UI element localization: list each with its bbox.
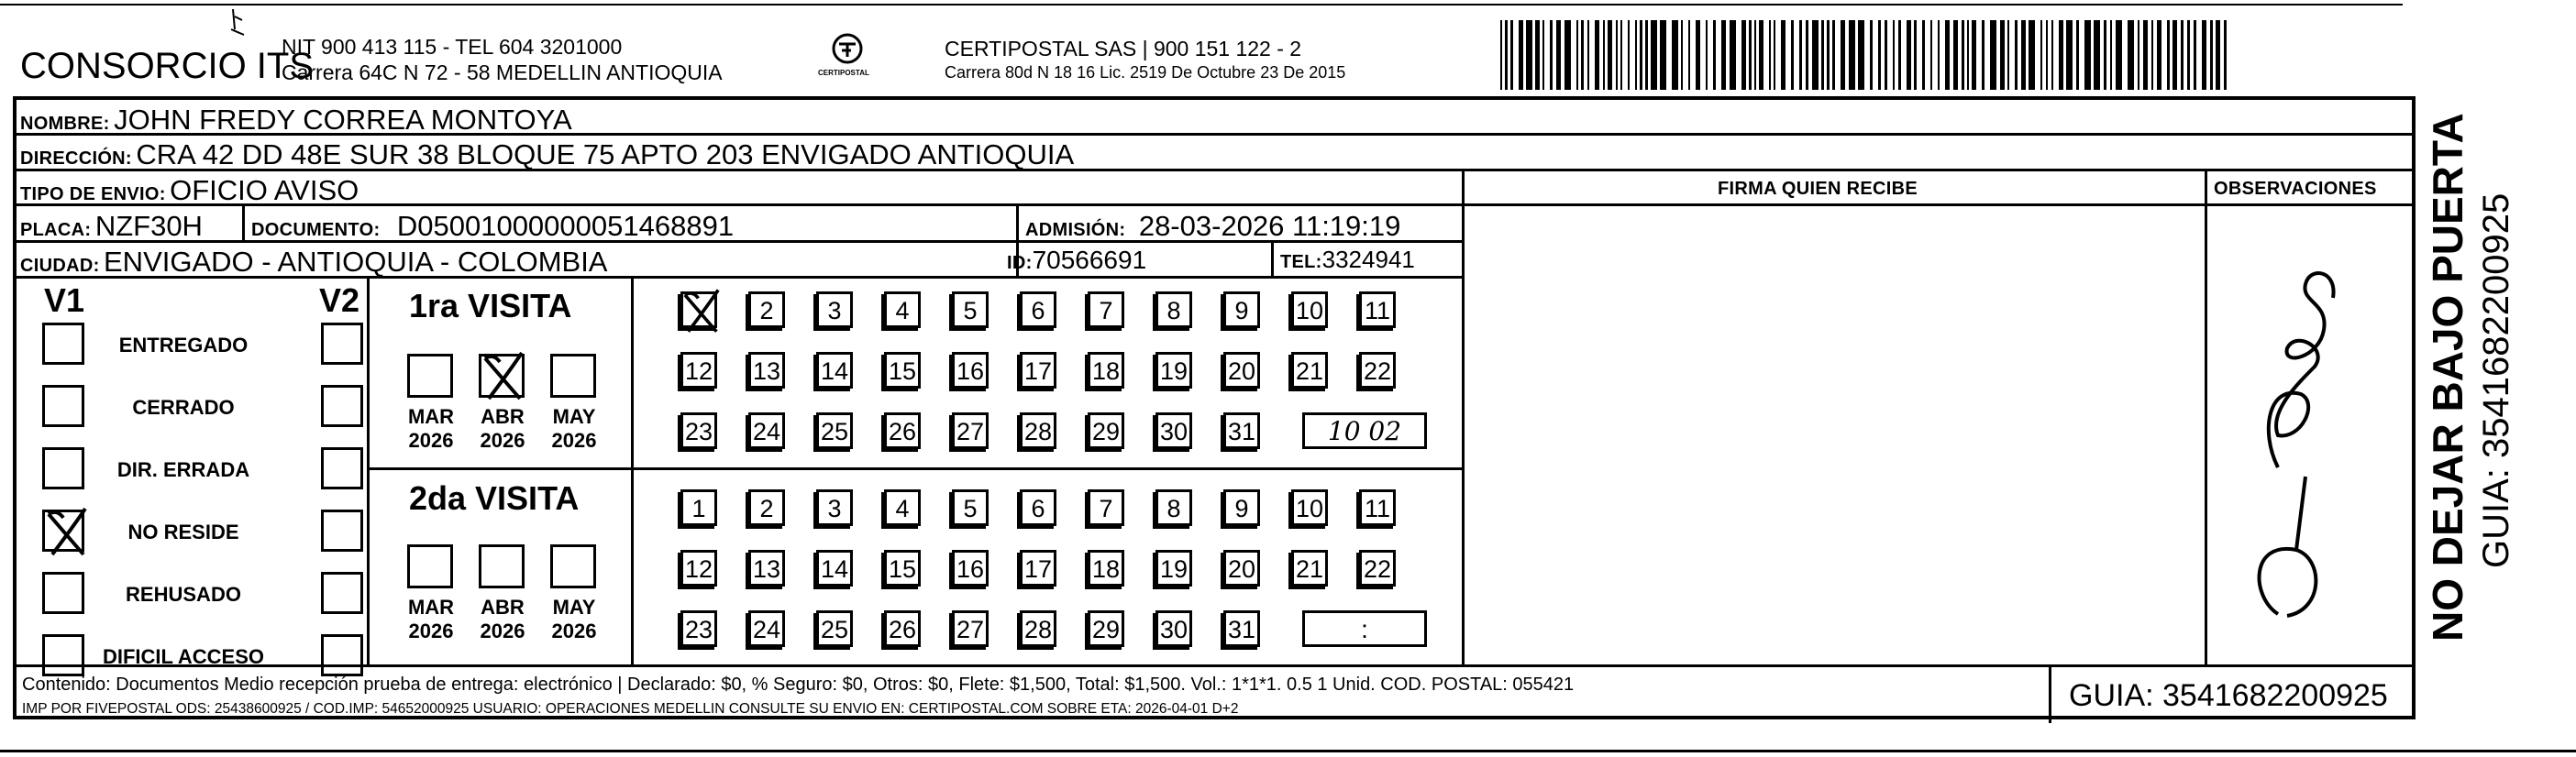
barcode-bar — [2046, 20, 2048, 90]
barcode-bar — [1938, 20, 1940, 90]
month-year: 2026 — [480, 429, 525, 452]
barcode-bar — [1542, 20, 1544, 90]
barcode-bar — [1849, 20, 1855, 90]
barcode-bar — [1564, 20, 1571, 90]
barcode-bar — [2051, 20, 2053, 90]
barcode-bar — [2029, 20, 2035, 90]
top-rule — [0, 4, 2403, 5]
tel-row — [1280, 247, 1415, 271]
month-year: 2026 — [480, 620, 525, 642]
nit-line: NIT 900 413 115 - TEL 604 3201000 — [282, 35, 623, 59]
month-checkbox[interactable] — [550, 544, 596, 588]
status-v2-checkbox[interactable] — [321, 634, 363, 676]
barcode-bar — [1858, 20, 1864, 90]
day-cell[interactable]: 1 — [680, 489, 717, 526]
status-label: ENTREGADO — [118, 334, 249, 357]
day-cell[interactable]: 31 — [1223, 412, 1260, 449]
handwritten-signature — [2214, 247, 2388, 651]
day-cell[interactable]: 22 — [1359, 550, 1396, 587]
day-cell[interactable]: 22 — [1359, 352, 1396, 389]
nombre-row — [20, 105, 572, 134]
observaciones-header: OBSERVACIONES — [2214, 179, 2377, 199]
day-cell[interactable]: 19 — [1155, 352, 1192, 389]
rule — [1462, 169, 1465, 665]
certipostal-line: CERTIPOSTAL SAS | 900 151 122 - 2 — [945, 37, 1302, 60]
day-cell[interactable]: 8 — [1155, 291, 1192, 328]
barcode-bar — [1821, 20, 1824, 90]
day-cell[interactable]: 4 — [884, 489, 921, 526]
barcode-bar — [1781, 20, 1786, 90]
day-cell[interactable]: 5 — [952, 489, 989, 526]
day-cell[interactable]: 27 — [952, 610, 989, 647]
time-field[interactable]: : — [1302, 610, 1427, 647]
barcode-bar — [1812, 20, 1819, 90]
barcode-bar — [1595, 20, 1599, 90]
month-label: MAR — [407, 405, 455, 428]
barcode-bar — [1713, 20, 1716, 90]
barcode-bar — [1878, 20, 1881, 90]
day-cell[interactable]: 29 — [1088, 610, 1124, 647]
nombre-label: NOMBRE: — [20, 114, 110, 134]
barcode-bar — [1806, 20, 1808, 90]
rule — [2205, 169, 2207, 665]
barcode-bar — [1681, 20, 1683, 90]
barcode-bar — [1841, 20, 1845, 90]
status-v2-checkbox[interactable] — [321, 385, 363, 427]
day-cell[interactable]: 18 — [1088, 550, 1124, 587]
barcode-bar — [1721, 20, 1726, 90]
barcode-bar — [2181, 20, 2184, 90]
day-cell[interactable]: 7 — [1088, 489, 1124, 526]
barcode-bar — [1510, 20, 1513, 90]
tel-label: TEL: — [1280, 252, 1322, 272]
status-v2-checkbox[interactable] — [321, 510, 363, 552]
rule — [13, 203, 2416, 206]
id-value: 70566691 — [1032, 246, 1147, 274]
barcode-bar — [2094, 20, 2100, 90]
rule — [242, 203, 245, 240]
barcode-bar — [1967, 20, 1969, 90]
barcode-bar — [2015, 20, 2018, 90]
barcode-bar — [1608, 20, 1612, 90]
address-line: Carrera 64C N 72 - 58 MEDELLIN ANTIOQUIA — [282, 60, 723, 84]
barcode-bar — [1651, 20, 1657, 90]
barcode-bar — [1581, 20, 1584, 90]
rule — [367, 276, 370, 664]
day-cell[interactable]: 26 — [884, 610, 921, 647]
day-cell[interactable]: 20 — [1223, 550, 1260, 587]
logo-text: CERTIPOSTAL — [818, 69, 869, 77]
barcode-bar — [1990, 20, 1996, 90]
barcode-bar — [2110, 20, 2112, 90]
barcode-bar — [2157, 20, 2161, 90]
rule — [367, 467, 1462, 470]
month-checkbox[interactable] — [550, 354, 596, 398]
day-cell[interactable]: 12 — [680, 352, 717, 389]
barcode-bar — [2007, 20, 2009, 90]
barcode-bar — [1930, 20, 1932, 90]
side-guia: GUIA: 3541682200925 — [2476, 192, 2516, 568]
day-cell[interactable]: 3 — [816, 489, 853, 526]
v1-header: V1 — [44, 281, 85, 319]
barcode-bar — [1526, 20, 1532, 90]
barcode-bar — [2187, 20, 2190, 90]
month-year: 2026 — [551, 620, 597, 642]
barcode-bar — [1645, 20, 1648, 90]
barcode-bar — [2172, 20, 2177, 90]
barcode-bar — [1550, 20, 1553, 90]
month-year: 2026 — [551, 429, 597, 452]
barcode-bar — [1620, 20, 1622, 90]
month-checkbox[interactable] — [479, 544, 525, 588]
month-year: 2026 — [408, 429, 454, 452]
status-label: CERRADO — [132, 396, 235, 419]
barcode-bar — [1519, 20, 1523, 90]
barcode-bar — [1635, 20, 1637, 90]
month-year: 2026 — [408, 620, 454, 642]
tipo-value: OFICIO AVISO — [170, 174, 359, 206]
rule — [1271, 240, 1274, 277]
barcode-bar — [2151, 20, 2153, 90]
barcode-bar — [1505, 20, 1508, 90]
barcode-bar — [1730, 20, 1736, 90]
day-cell[interactable]: 23 — [680, 610, 717, 647]
month-checkbox[interactable] — [479, 354, 525, 398]
barcode-bar — [1535, 20, 1540, 90]
form-frame — [13, 96, 2416, 719]
day-cell[interactable]: 6 — [1020, 291, 1056, 328]
day-cell[interactable]: 18 — [1088, 352, 1124, 389]
visit2-title: 2da VISITA — [409, 479, 580, 517]
barcode-bar — [1587, 20, 1589, 90]
footer-line2: IMP POR FIVEPOSTAL ODS: 25438600925 / COD.IMP: 54652000925 USUARIO: OPERACIONES MEDELLIN CONSULTE SU ENVIO EN: CERTIPOSTAL.COM SOBRE ETA: 2026-04-01 D+2 — [22, 701, 1239, 717]
status-v2-checkbox[interactable] — [321, 572, 363, 614]
admision-row — [1025, 212, 1400, 240]
barcode-bar — [1922, 20, 1925, 90]
barcode-bar — [1791, 20, 1794, 90]
barcode-bar — [1898, 20, 1901, 90]
day-cell[interactable]: 20 — [1223, 352, 1260, 389]
barcode-bar — [1774, 20, 1775, 90]
status-v2-checkbox[interactable] — [321, 447, 363, 489]
barcode-bar — [1827, 20, 1830, 90]
rule — [13, 664, 2416, 667]
day-cell[interactable]: 24 — [748, 412, 785, 449]
barcode-bar — [1754, 20, 1756, 90]
barcode-bar — [2194, 20, 2196, 90]
day-cell[interactable]: 15 — [884, 352, 921, 389]
documento-value: D05001000000051468891 — [396, 210, 735, 242]
month-label: MAR — [407, 596, 455, 619]
barcode-bar — [2128, 20, 2134, 90]
month-checkbox[interactable] — [407, 544, 453, 588]
barcode-bar — [1556, 20, 1561, 90]
day-cell[interactable]: 30 — [1155, 412, 1192, 449]
barcode-bar — [1799, 20, 1802, 90]
barcode-bar — [2076, 20, 2079, 90]
barcode-bar — [1832, 20, 1835, 90]
direccion-value: CRA 42 DD 48E SUR 38 BLOQUE 75 APTO 203 ENVIGADO ANTIOQUIA — [136, 138, 1075, 170]
barcode-bar — [2021, 20, 2026, 90]
documento-label: DOCUMENTO: — [251, 220, 381, 240]
placa-label: PLACA: — [20, 220, 92, 240]
day-cell[interactable]: 8 — [1155, 489, 1192, 526]
day-cell[interactable]: 5 — [952, 291, 989, 328]
day-cell[interactable]: 27 — [952, 412, 989, 449]
day-cell[interactable]: 12 — [680, 550, 717, 587]
status-label: REHUSADO — [126, 583, 241, 606]
barcode-bar — [1769, 20, 1771, 90]
barcode-bar — [1953, 20, 1958, 90]
day-cell[interactable]: 15 — [884, 550, 921, 587]
footer-line1: Contenido: Documentos Medio recepción prueba de entrega: electrónico | Declarado: $0, % Seguro: $0, Otros: $0, Flete: $1,500, Total: $1,500. Vol.: 1*1*1. 0.5 1 Unid. COD. POSTAL: 055421 — [22, 675, 1575, 695]
barcode-bar — [2216, 20, 2220, 90]
barcode-bar — [1500, 20, 1502, 90]
barcode-bar — [1672, 20, 1678, 90]
barcode-bar — [2040, 20, 2042, 90]
barcode-bar — [2116, 20, 2122, 90]
day-cell[interactable]: 10 — [1291, 291, 1328, 328]
barcode-bar — [1893, 20, 1895, 90]
day-cell[interactable]: 29 — [1088, 412, 1124, 449]
status-label: DIFICIL ACCESO — [102, 645, 264, 668]
day-cell[interactable]: 30 — [1155, 610, 1192, 647]
barcode-bar — [1576, 20, 1578, 90]
id-row — [1007, 247, 1146, 273]
ciudad-label: CIUDAD: — [20, 256, 100, 276]
barcode-bar — [2202, 20, 2206, 90]
day-cell[interactable]: 28 — [1020, 610, 1056, 647]
day-cell[interactable]: 2 — [748, 489, 785, 526]
day-cell[interactable]: 6 — [1020, 489, 1056, 526]
barcode-bar — [1741, 20, 1746, 90]
day-cell[interactable]: 4 — [884, 291, 921, 328]
day-cell[interactable]: 24 — [748, 610, 785, 647]
flag-icon — [229, 7, 248, 38]
license-line: Carrera 80d N 18 16 Lic. 2519 De Octubre 23 De 2015 — [945, 63, 1346, 82]
day-cell[interactable]: 21 — [1291, 550, 1328, 587]
direccion-label: DIRECCIÓN: — [20, 148, 132, 169]
admision-value: 28-03-2026 11:19:19 — [1138, 210, 1401, 242]
day-cell[interactable]: 11 — [1359, 489, 1396, 526]
documento-row — [251, 212, 734, 240]
day-cell[interactable]: 13 — [748, 352, 785, 389]
no-dejar-notice: NO DEJAR BAJO PUERTA — [2424, 113, 2471, 642]
barcode-bar — [1749, 20, 1752, 90]
barcode-bar — [1759, 20, 1763, 90]
month-label: MAY — [552, 596, 596, 619]
time-field[interactable]: 10 02 — [1302, 412, 1427, 449]
month-label: MAY — [552, 405, 596, 428]
placa-row — [20, 212, 203, 240]
day-cell[interactable]: 17 — [1020, 352, 1056, 389]
barcode-bar — [1885, 20, 1887, 90]
tel-value: 3324941 — [1321, 246, 1415, 273]
id-label: ID: — [1007, 253, 1033, 273]
barcode-bar — [1616, 20, 1618, 90]
barcode-bar — [2000, 20, 2005, 90]
day-cell[interactable]: 14 — [816, 550, 853, 587]
barcode-bar — [2059, 20, 2063, 90]
day-cell[interactable]: 16 — [952, 352, 989, 389]
barcode-bar — [2143, 20, 2148, 90]
day-cell[interactable]: 9 — [1223, 291, 1260, 328]
barcode-bar — [1870, 20, 1873, 90]
placa-value: NZF30H — [94, 210, 203, 242]
barcode-bar — [1696, 20, 1700, 90]
barcode-bar — [1945, 20, 1950, 90]
barcode-bar — [1914, 20, 1917, 90]
firma-header: FIRMA QUIEN RECIBE — [1718, 179, 1918, 199]
barcode-bar — [1962, 20, 1964, 90]
barcode — [1500, 20, 2234, 90]
status-v2-checkbox[interactable] — [321, 323, 363, 365]
month-checkbox[interactable] — [407, 354, 453, 398]
barcode-bar — [2138, 20, 2139, 90]
barcode-bar — [2210, 20, 2213, 90]
month-label: ABR — [481, 405, 525, 428]
day-cell[interactable]: 11 — [1359, 291, 1396, 328]
barcode-bar — [1982, 20, 1985, 90]
month-label: ABR — [481, 596, 525, 619]
barcode-bar — [2084, 20, 2091, 90]
day-cell[interactable]: 28 — [1020, 412, 1056, 449]
day-cell[interactable]: 16 — [952, 550, 989, 587]
barcode-bar — [1907, 20, 1911, 90]
barcode-bar — [1603, 20, 1605, 90]
company-name: CONSORCIO ITS — [20, 46, 315, 86]
admision-label: ADMISIÓN: — [1025, 220, 1126, 240]
footer-guia: GUIA: 3541682200925 — [2069, 678, 2388, 713]
barcode-bar — [1660, 20, 1666, 90]
day-cell[interactable]: 10 — [1291, 489, 1328, 526]
barcode-bar — [1706, 20, 1708, 90]
day-cell[interactable]: 31 — [1223, 610, 1260, 647]
barcode-bar — [2104, 20, 2106, 90]
day-cell[interactable] — [680, 291, 717, 328]
day-cell[interactable]: 13 — [748, 550, 785, 587]
day-cell[interactable]: 3 — [816, 291, 853, 328]
status-label: NO RESIDE — [127, 521, 239, 543]
visit1-title: 1ra VISITA — [409, 287, 572, 324]
barcode-bar — [1972, 20, 1976, 90]
barcode-bar — [1688, 20, 1690, 90]
barcode-bar — [2066, 20, 2073, 90]
rule — [2049, 664, 2051, 723]
bottom-rule — [0, 750, 2576, 752]
direccion-row — [20, 140, 1074, 169]
nombre-value: JOHN FREDY CORREA MONTOYA — [114, 104, 572, 136]
day-cell[interactable]: 25 — [816, 610, 853, 647]
barcode-bar — [2167, 20, 2170, 90]
v2-header: V2 — [319, 281, 360, 319]
day-cell[interactable]: 21 — [1291, 352, 1328, 389]
certipostal-logo — [814, 31, 880, 82]
barcode-bar — [1628, 20, 1630, 90]
tipo-label: TIPO DE ENVIO: — [20, 184, 166, 204]
day-cell[interactable]: 26 — [884, 412, 921, 449]
day-cell[interactable]: 17 — [1020, 550, 1056, 587]
day-cell[interactable]: 25 — [816, 412, 853, 449]
day-cell[interactable]: 19 — [1155, 550, 1192, 587]
barcode-bar — [1640, 20, 1642, 90]
day-cell[interactable]: 7 — [1088, 291, 1124, 328]
tipo-row — [20, 176, 359, 204]
ciudad-row — [20, 247, 607, 276]
barcode-bar — [2224, 20, 2227, 90]
rule — [631, 276, 634, 664]
status-label: DIR. ERRADA — [116, 458, 250, 481]
day-cell[interactable]: 23 — [680, 412, 717, 449]
ciudad-value: ENVIGADO - ANTIOQUIA - COLOMBIA — [104, 246, 608, 278]
day-cell[interactable]: 9 — [1223, 489, 1260, 526]
day-cell[interactable]: 14 — [816, 352, 853, 389]
day-cell[interactable]: 2 — [748, 291, 785, 328]
